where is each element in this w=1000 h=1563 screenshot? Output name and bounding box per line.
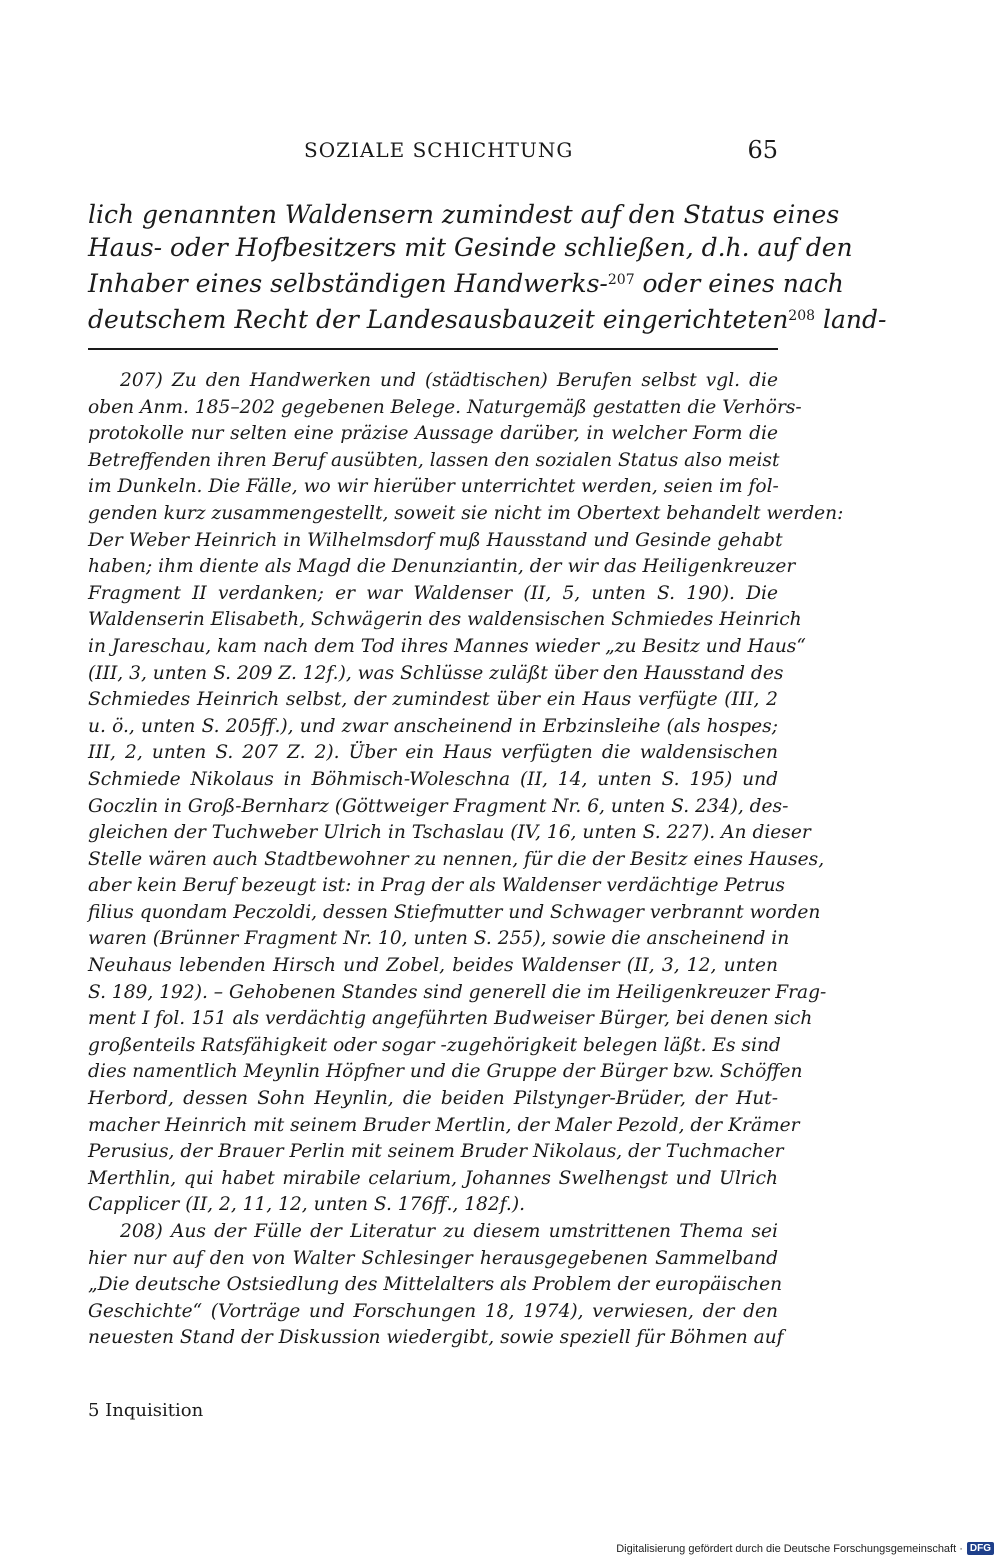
footnote-line: u. ö., unten S. 205ff.), und zwar anscheinend in Erbzinsleihe (als hospes; <box>88 715 778 737</box>
footnote-line: Stelle wären auch Stadtbewohner zu nennen, für die der Besitz eines Hauses, <box>88 848 825 870</box>
page-header <box>88 138 778 172</box>
footnote-line: Schmiede Nikolaus in Böhmisch-Woleschna (II, 14, unten S. 195) und <box>88 768 778 790</box>
footnote-line: genden kurz zusammengestellt, soweit sie nicht im Obertext behandelt werden: <box>88 502 844 524</box>
footnote-line: (III, 3, unten S. 209 Z. 12f.), was Schlüsse zuläßt über den Hausstand des <box>88 662 784 684</box>
footnote-line: Geschichte“ (Vorträge und Forschungen 18, 1974), verwiesen, der den <box>88 1300 778 1322</box>
footnote-separator <box>88 348 778 350</box>
main-text-segment: oder eines nach <box>634 269 844 298</box>
main-text-line <box>88 264 844 300</box>
footnote-line: S. 189, 192). – Gehobenen Standes sind generell die im Heiligenkreuzer Frag- <box>88 981 827 1003</box>
main-text-segment: land- <box>815 305 887 334</box>
footnote-ref-208[interactable]: 208 <box>788 308 816 324</box>
credit-text: Digitalisierung gefördert durch die Deutsche Forschungsgemeinschaft · <box>616 1542 963 1555</box>
main-text-line <box>88 300 887 336</box>
footnote-line: 208) Aus der Fülle der Literatur zu diesem umstrittenen Thema sei <box>120 1221 778 1242</box>
main-text-line: Haus- oder Hofbesitzers mit Gesinde schließen, d.h. auf den <box>88 233 853 262</box>
signature-mark: 5 Inquisition <box>88 1400 204 1421</box>
running-head: SOZIALE SCHICHTUNG <box>304 138 574 162</box>
footnote-line: Merthlin, qui habet mirabile celarium, Johannes Swelhengst und Ulrich <box>88 1167 778 1189</box>
footnote-line: protokolle nur selten eine präzise Aussage darüber, in welcher Form die <box>88 423 778 445</box>
main-text-segment: Inhaber eines selbständigen Handwerks- <box>88 269 608 298</box>
main-text <box>88 198 887 336</box>
footnote-line: Goczlin in Groß-Bernharz (Göttweiger Fragment Nr. 6, unten S. 234), des- <box>88 795 789 817</box>
footnote-line: Perusius, der Brauer Perlin mit seinem Bruder Nikolaus, der Tuchmacher <box>88 1141 784 1163</box>
footnote-line: Der Weber Heinrich in Wilhelmsdorf muß Hausstand und Gesinde gehabt <box>88 529 783 551</box>
page-number: 65 <box>747 136 778 164</box>
main-text-segment: deutschem Recht der Landesausbauzeit eingerichteten <box>88 305 789 334</box>
footnote-line: „Die deutsche Ostsiedlung des Mittelalters als Problem der europäischen <box>88 1274 783 1296</box>
footnote-line: Waldenserin Elisabeth, Schwägerin des waldensischen Schmiedes Heinrich <box>88 609 802 631</box>
footnote-line: waren (Brünner Fragment Nr. 10, unten S. 255), sowie die anscheinend in <box>88 928 790 950</box>
footnote-207 <box>88 368 844 1219</box>
footnote-line: großenteils Ratsfähigkeit oder sogar -zugehörigkeit belegen läßt. Es sind <box>88 1034 781 1056</box>
footnote-line: aber kein Beruf bezeugt ist: in Prag der als Waldenser verdächtige Petrus <box>88 875 785 897</box>
footnote-line: Herbord, dessen Sohn Heynlin, die beiden Pilstynger-Brüder, der Hut- <box>88 1088 778 1110</box>
footnote-line: 207) Zu den Handwerken und (städtischen) Berufen selbst vgl. die <box>120 370 778 391</box>
dfg-logo-icon: DFG <box>967 1542 994 1555</box>
footnote-line: dies namentlich Meynlin Höpfner und die Gruppe der Bürger bzw. Schöffen <box>88 1061 803 1083</box>
footnote-line: gleichen der Tuchweber Ulrich in Tschaslau (IV, 16, unten S. 227). An dieser <box>88 822 811 844</box>
digitization-credit <box>616 1542 994 1555</box>
footnote-line: in Jareschau, kam nach dem Tod ihres Mannes wieder „zu Besitz und Haus“ <box>88 635 806 657</box>
footnote-208 <box>88 1219 784 1352</box>
main-text-line: lich genannten Waldensern zumindest auf den Status eines <box>88 200 840 229</box>
footnote-line: Capplicer (II, 2, 11, 12, unten S. 176ff., 182f.). <box>88 1194 525 1216</box>
footnote-line: macher Heinrich mit seinem Bruder Mertlin, der Maler Pezold, der Krämer <box>88 1114 800 1136</box>
footnote-line: neuesten Stand der Diskussion wiedergibt, sowie speziell für Böhmen auf <box>88 1327 784 1349</box>
footnote-line: haben; ihm diente als Magd die Denunziantin, der wir das Heiligenkreuzer <box>88 556 796 578</box>
footnote-line: Fragment II verdanken; er war Waldenser (II, 5, unten S. 190). Die <box>88 582 778 604</box>
footnote-line: Neuhaus lebenden Hirsch und Zobel, beides Waldenser (II, 3, 12, unten <box>88 955 778 977</box>
footnote-line: im Dunkeln. Die Fälle, wo wir hierüber unterrichtet werden, seien im fol- <box>88 476 779 498</box>
footnote-line: ment I fol. 151 als verdächtig angeführten Budweiser Bürger, bei denen sich <box>88 1008 813 1030</box>
footnote-line: oben Anm. 185–202 gegebenen Belege. Naturgemäß gestatten die Verhörs- <box>88 396 802 418</box>
footnote-line: Betreffenden ihren Beruf ausübten, lassen den sozialen Status also meist <box>88 449 780 471</box>
footnote-ref-207[interactable]: 207 <box>607 272 635 288</box>
footnotes <box>88 368 844 1352</box>
footnote-line: III, 2, unten S. 207 Z. 2). Über ein Haus verfügten die waldensischen <box>88 742 778 764</box>
footnote-line: hier nur auf den von Walter Schlesinger herausgegebenen Sammelband <box>88 1247 778 1269</box>
footnote-line: Schmiedes Heinrich selbst, der zumindest über ein Haus verfügte (III, 2 <box>88 689 778 711</box>
footnote-line: filius quondam Peczoldi, dessen Stiefmutter und Schwager verbrannt worden <box>88 901 821 923</box>
